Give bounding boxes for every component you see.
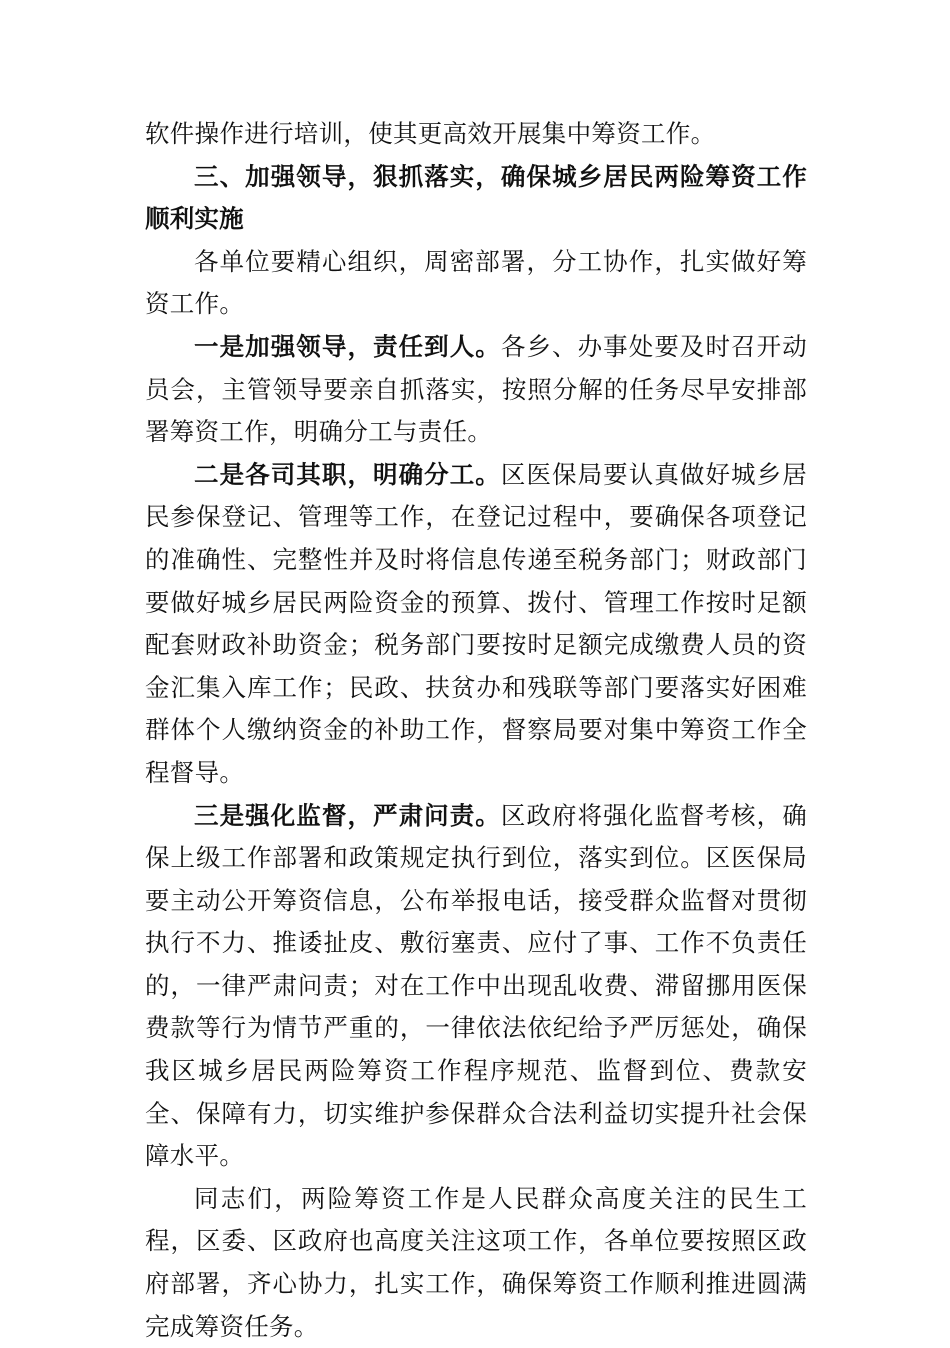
item-lead-3: 三是强化监督，严肃问责。 [194,800,501,830]
closing-paragraph: 同志们，两险筹资工作是人民群众高度关注的民生工程，区委、区政府也高度关注这项工作，各单位要按照区政府部署，齐心协力，扎实工作，确保筹资工作顺利推进圆满完成筹资任务。 [145,1183,807,1341]
item-lead-1: 一是加强领导，责任到人。 [194,331,501,361]
section-heading: 三、加强领导，狠抓落实，确保城乡居民两险筹资工作顺利实施 [145,161,807,234]
document-page [145,113,807,1348]
item-paragraph-2 [145,454,807,795]
item-paragraph-3 [145,795,807,1178]
item-body-2: 区医保局要认真做好城乡居民参保登记、管理等工作，在登记过程中，要确保各项登记的准确性、完整性并及时将信息传递至税务部门；财政部门要做好城乡居民两险资金的预算、拨付、管理工作按时足额配套财政补助资金；税务部门要按时足额完成缴费人员的资金汇集入库工作；民政、扶贫办和残联等部门要落实好困难群体个人缴纳资金的补助工作，督察局要对集中筹资工作全程督导。 [145,459,807,787]
item-body-3: 区政府将强化监督考核，确保上级工作部署和政策规定执行到位，落实到位。区医保局要主动公开筹资信息，公布举报电话，接受群众监督对贯彻执行不力、推诿扯皮、敷衍塞责、应付了事、工作不负责任的，一律严肃问责；对在工作中出现乱收费、滞留挪用医保费款等行为情节严重的，一律依法依纪给予严厉惩处，确保我区城乡居民两险筹资工作程序规范、监督到位、费款安全、保障有力，切实维护参保群众合法利益切实提升社会保障水平。 [145,800,807,1171]
item-paragraph-1 [145,326,807,454]
item-lead-2: 二是各司其职，明确分工。 [194,459,501,489]
intro-paragraph: 各单位要精心组织，周密部署，分工协作，扎实做好筹资工作。 [145,246,807,319]
continuation-paragraph: 软件操作进行培训，使其更高效开展集中筹资工作。 [145,119,716,148]
item-body-1: 各乡、办事处要及时召开动员会，主管领导要亲自抓落实，按照分解的任务尽早安排部署筹资工作，明确分工与责任。 [145,331,807,447]
